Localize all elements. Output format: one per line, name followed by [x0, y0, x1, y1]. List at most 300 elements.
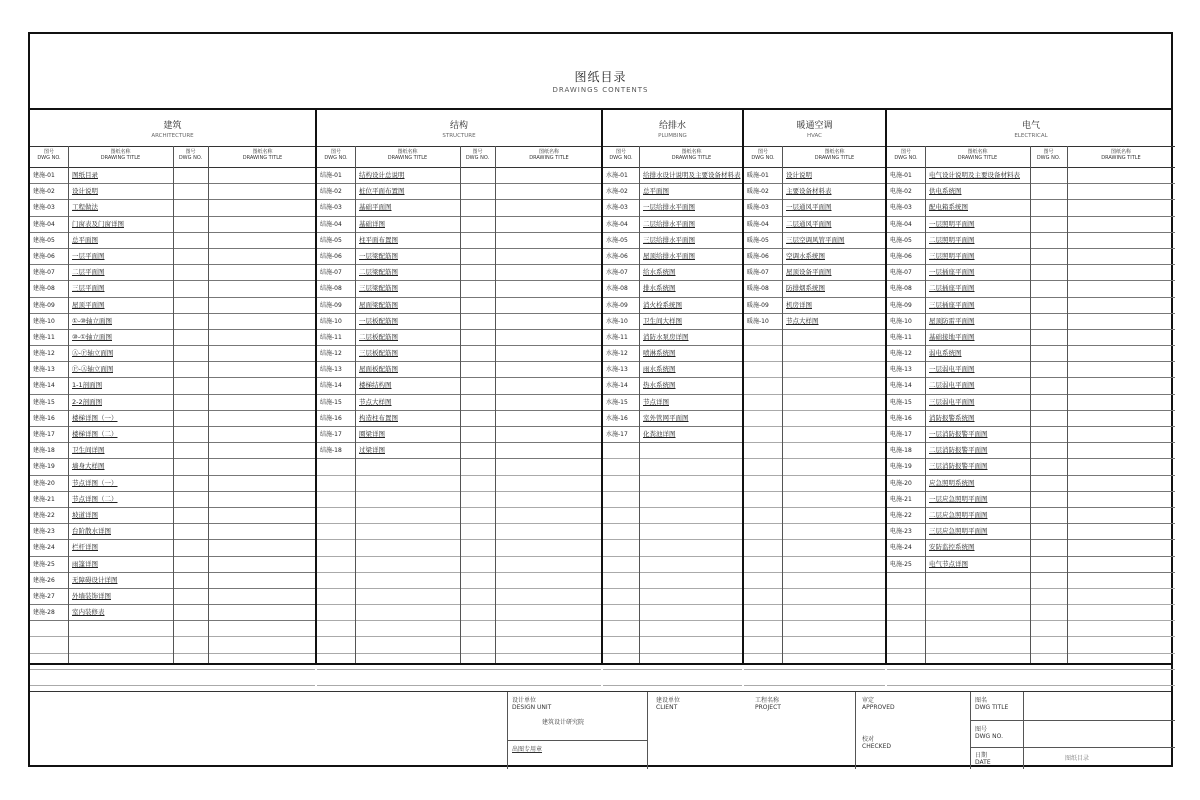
drawing-code: 建施-06	[33, 252, 55, 260]
drawing-title: 过梁详图	[359, 446, 385, 455]
drawing-code: 建施-27	[33, 592, 55, 600]
table-row	[887, 217, 1175, 233]
drawing-title: 三层应急照明平面图	[929, 527, 988, 536]
name-column-header: 图纸名称 DRAWING TITLE	[242, 149, 283, 161]
drawing-title: 一层平面图	[72, 251, 105, 260]
drawing-title: 机房详图	[786, 300, 812, 309]
drawing-code: 结施-07	[320, 269, 342, 277]
section-subtitle: HVAC	[806, 133, 823, 139]
section-title: 给排水	[658, 121, 686, 131]
empty-row	[887, 605, 1175, 621]
drawing-title: 坡道详图	[72, 510, 98, 519]
drawing-code: 建施-14	[33, 382, 55, 390]
drawing-title: 节点大样图	[786, 316, 819, 325]
drawing-title: 室内装修表	[72, 608, 105, 617]
table-header	[887, 147, 1175, 168]
drawing-title: 二层板配筋图	[359, 332, 398, 341]
drawing-title: 给水系统图	[643, 268, 676, 277]
table-row	[603, 217, 742, 233]
column-divider	[208, 146, 209, 663]
table-row	[603, 265, 742, 281]
empty-row	[603, 476, 742, 492]
drawing-title: 喷淋系统图	[643, 349, 676, 358]
drawing-code: 电施-09	[890, 301, 912, 309]
section-subtitle: ARCHITECTURE	[151, 133, 194, 139]
drawing-code: 结施-15	[320, 398, 342, 406]
table-row	[887, 427, 1175, 443]
drawing-title: 二层照明平面图	[929, 235, 975, 244]
column-divider	[1030, 146, 1031, 663]
table-row	[744, 200, 885, 216]
empty-row	[744, 395, 885, 411]
drawing-title: 基础平面图	[359, 203, 392, 212]
drawing-code: 电施-17	[890, 431, 912, 438]
section-column	[603, 110, 744, 663]
drawing-title: 消防水泵房详图	[643, 332, 689, 341]
drawing-title: 热水系统图	[643, 381, 676, 390]
drawing-code: 结施-14	[320, 382, 342, 390]
table-row	[603, 427, 742, 443]
drawing-title: 楼梯结构图	[359, 381, 392, 390]
table-row	[317, 346, 601, 362]
drawing-code: 电施-24	[890, 544, 912, 552]
table-row	[744, 298, 885, 314]
drawing-code: 建施-15	[33, 398, 55, 406]
drawing-title: 台阶散水详图	[72, 527, 111, 536]
drawing-title: 二层通风平面图	[786, 219, 832, 228]
section-header	[744, 110, 885, 147]
empty-row	[744, 476, 885, 492]
table-row	[744, 168, 885, 184]
table-row	[887, 281, 1175, 297]
drawing-title: 屋面板配筋图	[359, 365, 398, 374]
drawing-title: 总平面图	[643, 187, 669, 196]
drawing-code: 结施-11	[320, 333, 342, 341]
empty-row	[744, 605, 885, 621]
table-row	[887, 233, 1175, 249]
drawing-code: 建施-12	[33, 350, 55, 358]
table-row	[317, 395, 601, 411]
table-row	[887, 411, 1175, 427]
table-row	[887, 508, 1175, 524]
code-column-header: 图号 DWG NO.	[1036, 149, 1061, 161]
drawing-code: 电施-04	[890, 220, 912, 228]
drawing-code: 电施-25	[890, 560, 912, 568]
drawing-code: 建施-26	[33, 576, 55, 584]
code-column-header: 图号 DWG NO.	[751, 149, 775, 161]
drawing-code: 建施-23	[33, 528, 55, 536]
column-divider	[173, 146, 174, 663]
empty-row	[744, 540, 885, 556]
drawing-title: 节点大样图	[359, 397, 392, 406]
table-row	[603, 314, 742, 330]
page-subtitle: DRAWINGS CONTENTS	[552, 86, 649, 94]
drawing-title: 构造柱布置图	[359, 413, 398, 422]
drawing-code: 建施-18	[33, 447, 55, 455]
drawing-title: 基础接地平面图	[929, 332, 975, 341]
drawing-title: 三层给排水平面图	[643, 235, 695, 244]
empty-row	[744, 637, 885, 653]
drawing-code: 结施-08	[320, 285, 342, 293]
empty-row	[603, 524, 742, 540]
table-row	[317, 330, 601, 346]
table-row	[317, 184, 601, 200]
drawing-title-label: 图名 DWG TITLE	[975, 697, 1009, 711]
table-row	[603, 233, 742, 249]
table-row	[317, 217, 601, 233]
empty-row	[603, 589, 742, 605]
empty-row	[317, 524, 601, 540]
drawing-title: 二层插座平面图	[929, 284, 975, 293]
table-header	[603, 147, 742, 168]
drawing-title: 节点详图（一）	[72, 478, 118, 487]
drawing-title: 化粪池详图	[643, 430, 676, 438]
drawing-title: 消防报警系统图	[929, 413, 975, 422]
drawing-title: ⑩-①轴立面图	[72, 332, 112, 341]
drawing-title: 供电系统图	[929, 187, 962, 196]
empty-row	[744, 557, 885, 573]
drawing-title: 1-1剖面图	[72, 381, 103, 390]
drawing-title: Ⓕ-Ⓐ轴立面图	[72, 365, 114, 374]
drawing-title: 楼梯详图（二）	[72, 430, 118, 438]
drawing-code: 建施-20	[33, 479, 55, 487]
drawing-code: 结施-10	[320, 317, 342, 325]
table-row	[887, 346, 1175, 362]
table-row	[317, 298, 601, 314]
empty-row	[317, 540, 601, 556]
column-divider	[495, 146, 496, 663]
design-unit-value: 建筑设计研究院	[542, 719, 585, 726]
table-row	[603, 330, 742, 346]
drawing-title: 防排烟系统图	[786, 284, 825, 293]
drawing-code: 建施-03	[33, 204, 55, 212]
drawing-title: 主要设备材料表	[786, 187, 832, 196]
table-row	[887, 200, 1175, 216]
drawing-code: 水施-11	[606, 333, 628, 341]
column-divider	[460, 146, 461, 663]
empty-row	[603, 557, 742, 573]
drawing-title: 消火栓系统图	[643, 300, 682, 309]
table-row	[317, 378, 601, 394]
drawing-code: 结施-03	[320, 204, 342, 212]
empty-row	[317, 508, 601, 524]
drawing-title: 外墙装饰详图	[72, 591, 111, 600]
drawing-code: 建施-04	[33, 220, 55, 228]
drawing-title: 三层照明平面图	[929, 251, 975, 260]
drawing-code: 结施-17	[320, 431, 342, 438]
table-row	[603, 168, 742, 184]
drawing-title: 节点详图（二）	[72, 494, 118, 503]
drawing-title: 二层应急照明平面图	[929, 510, 988, 519]
drawing-code: 电施-01	[890, 172, 912, 179]
drawing-code: 结施-01	[320, 172, 342, 179]
drawing-title: 二层给排水平面图	[643, 219, 695, 228]
table-row	[887, 492, 1175, 508]
table-row	[603, 411, 742, 427]
table-row	[603, 184, 742, 200]
empty-row	[744, 411, 885, 427]
drawing-code: 电施-21	[890, 495, 912, 503]
empty-row	[744, 589, 885, 605]
drawing-title: 无障碍设计详图	[72, 575, 118, 584]
drawing-code: 电施-16	[890, 414, 912, 422]
table-row	[744, 233, 885, 249]
drawing-code: 水施-12	[606, 350, 628, 358]
notes-strip	[30, 663, 1171, 692]
drawing-code: 结施-02	[320, 188, 342, 196]
drawing-code: 电施-10	[890, 317, 912, 325]
drawing-title: 三层梁配筋图	[359, 284, 398, 293]
table-row	[317, 362, 601, 378]
section-header	[317, 110, 601, 147]
drawing-title: 给排水设计说明及主要设备材料表	[643, 171, 741, 179]
table-row	[603, 346, 742, 362]
table-row	[744, 184, 885, 200]
drawing-code: 水施-07	[606, 269, 628, 277]
drawing-title: 三层板配筋图	[359, 349, 398, 358]
section-subtitle: ELECTRICAL	[1014, 133, 1048, 139]
table-row	[887, 314, 1175, 330]
drawing-code: 建施-08	[33, 285, 55, 293]
table-row	[317, 281, 601, 297]
name-column-header: 图纸名称 DRAWING TITLE	[814, 149, 855, 161]
empty-row	[317, 476, 601, 492]
drawing-no-label: 图号 DWG NO.	[975, 726, 1003, 740]
empty-row	[317, 573, 601, 589]
drawing-code: 电施-02	[890, 188, 912, 196]
drawing-code: 电施-15	[890, 398, 912, 406]
table-row	[887, 184, 1175, 200]
drawing-title: Ⓐ-Ⓕ轴立面图	[72, 349, 114, 358]
drawing-sheet	[28, 32, 1173, 767]
drawing-code: 结施-16	[320, 414, 342, 422]
section-header	[30, 110, 315, 147]
code-column-header: 图号 DWG NO.	[894, 149, 918, 161]
table-row	[603, 200, 742, 216]
table-header	[317, 147, 601, 168]
table-header	[744, 147, 885, 168]
drawing-code: 水施-13	[606, 366, 628, 374]
drawing-code: 暖施-07	[747, 269, 769, 277]
drawing-title: 栏杆详图	[72, 543, 98, 552]
drawing-code: 暖施-03	[747, 204, 769, 212]
drawing-code: 建施-10	[33, 317, 55, 325]
drawing-code: 建施-28	[33, 609, 55, 617]
drawing-code: 暖施-09	[747, 301, 769, 309]
drawing-title: ①-⑩轴立面图	[72, 316, 112, 325]
table-row	[317, 314, 601, 330]
drawing-code: 电施-11	[890, 333, 912, 341]
column-divider	[639, 146, 640, 663]
table-row	[887, 524, 1175, 540]
table-row	[887, 540, 1175, 556]
table-row	[887, 476, 1175, 492]
drawing-code: 建施-07	[33, 269, 55, 277]
drawing-title: 2-2剖面图	[72, 397, 103, 406]
drawing-title: 门窗表及门窗详图	[72, 219, 124, 228]
section-subtitle: STRUCTURE	[442, 133, 476, 139]
table-row	[744, 314, 885, 330]
drawing-title: 卫生间大样图	[643, 316, 682, 325]
empty-row	[317, 557, 601, 573]
code-column-header: 图号 DWG NO.	[465, 149, 490, 161]
drawing-code: 水施-05	[606, 236, 628, 244]
drawing-title: 电气设计说明及主要设备材料表	[929, 171, 1020, 179]
contents-columns	[30, 110, 1171, 663]
table-row	[317, 411, 601, 427]
drawing-title: 墙身大样图	[72, 462, 105, 471]
drawing-title: 三层空调风管平面图	[786, 235, 845, 244]
drawing-title: 安防监控系统图	[929, 543, 975, 552]
drawing-code: 暖施-01	[747, 172, 769, 179]
drawing-title: 三层平面图	[72, 284, 105, 293]
drawing-title: 基础详图	[359, 219, 385, 228]
drawing-title: 节点详图	[643, 397, 669, 406]
drawing-code: 建施-13	[33, 366, 55, 374]
drawing-code: 水施-15	[606, 398, 628, 406]
table-row	[603, 395, 742, 411]
drawing-title: 弱电系统图	[929, 349, 962, 358]
drawing-code: 结施-06	[320, 252, 342, 260]
drawing-code: 电施-19	[890, 463, 912, 471]
empty-row	[887, 573, 1175, 589]
empty-row	[744, 362, 885, 378]
drawing-code: 水施-06	[606, 252, 628, 260]
section-header	[603, 110, 742, 147]
empty-row	[744, 508, 885, 524]
empty-row	[317, 589, 601, 605]
drawing-title: 三层消防报警平面图	[929, 462, 988, 471]
column-divider	[782, 146, 783, 663]
table-row	[744, 281, 885, 297]
empty-row	[887, 621, 1175, 637]
table-row	[603, 362, 742, 378]
drawing-title: 屋顶设备平面图	[786, 268, 832, 277]
empty-row	[744, 524, 885, 540]
name-column-header: 图纸名称 DRAWING TITLE	[957, 149, 998, 161]
section-title: 暖通空调	[796, 121, 833, 131]
empty-row	[603, 443, 742, 459]
section-title: 电气	[1021, 121, 1040, 131]
drawing-title: 圈梁详图	[359, 430, 385, 438]
approved-label: 审定 APPROVED	[862, 697, 895, 711]
code-column-header: 图号 DWG NO.	[609, 149, 633, 161]
title-block-footer	[30, 692, 1171, 769]
name-column-header: 图纸名称 DRAWING TITLE	[1101, 149, 1141, 161]
table-row	[317, 233, 601, 249]
table-row	[887, 298, 1175, 314]
title-block-header	[30, 34, 1171, 110]
empty-row	[744, 573, 885, 589]
drawing-title: 工程做法	[72, 203, 98, 212]
empty-row	[744, 330, 885, 346]
drawing-code: 水施-16	[606, 414, 628, 422]
table-row	[317, 443, 601, 459]
drawing-code: 水施-02	[606, 188, 628, 196]
drawing-title: 一层应急照明平面图	[929, 494, 988, 503]
drawing-title: 楼梯详图（一）	[72, 413, 118, 422]
empty-row	[603, 540, 742, 556]
drawing-code: 建施-22	[33, 511, 55, 519]
drawing-code: 建施-19	[33, 463, 55, 471]
empty-row	[317, 637, 601, 653]
drawing-code: 水施-14	[606, 382, 628, 390]
empty-row	[744, 443, 885, 459]
column-divider	[925, 146, 926, 663]
section-column	[887, 110, 1175, 663]
drawing-title: 一层梁配筋图	[359, 251, 398, 260]
drawing-code: 暖施-08	[747, 285, 769, 293]
code-column-header: 图号 DWG NO.	[178, 149, 203, 161]
table-row	[603, 378, 742, 394]
drawing-code: 结施-04	[320, 220, 342, 228]
drawing-code: 电施-13	[890, 366, 912, 374]
checked-label: 校对 CHECKED	[862, 736, 892, 750]
table-row	[887, 443, 1175, 459]
drawing-title: 桩位平面布置图	[359, 187, 405, 196]
drawing-code: 电施-08	[890, 285, 912, 293]
drawing-title: 空调水系统图	[786, 251, 825, 260]
empty-row	[887, 589, 1175, 605]
table-row	[887, 557, 1175, 573]
drawing-code: 结施-12	[320, 350, 342, 358]
drawing-title: 屋顶平面图	[72, 300, 105, 309]
drawing-code: 暖施-06	[747, 252, 769, 260]
drawing-title: 三层弱电平面图	[929, 397, 975, 406]
drawing-title: 一层通风平面图	[786, 203, 832, 212]
section-title: 结构	[449, 121, 468, 131]
column-divider	[355, 146, 356, 663]
drawing-title: 二层弱电平面图	[929, 381, 975, 390]
drawing-title: 设计说明	[786, 171, 812, 179]
drawing-code: 建施-17	[33, 431, 55, 438]
section-column	[744, 110, 887, 663]
drawing-code: 建施-11	[33, 333, 55, 341]
drawing-code: 暖施-05	[747, 236, 769, 244]
drawing-title: 设计说明	[72, 187, 98, 196]
drawing-code: 水施-10	[606, 317, 628, 325]
table-row	[887, 459, 1175, 475]
drawing-code: 暖施-02	[747, 188, 769, 196]
column-divider	[1067, 146, 1068, 663]
name-column-header: 图纸名称 DRAWING TITLE	[671, 149, 712, 161]
drawing-code: 电施-12	[890, 350, 912, 358]
drawing-title: 屋顶给排水平面图	[643, 251, 695, 260]
drawing-title: 图纸目录	[72, 171, 98, 179]
drawing-code: 电施-18	[890, 447, 912, 455]
empty-row	[744, 459, 885, 475]
empty-row	[744, 427, 885, 443]
drawing-title: 一层插座平面图	[929, 268, 975, 277]
drawing-code: 水施-09	[606, 301, 628, 309]
page-title: 图纸目录	[574, 70, 627, 84]
drawing-title: 二层梁配筋图	[359, 268, 398, 277]
drawing-code: 水施-08	[606, 285, 628, 293]
seal-label: 出图专用章	[512, 746, 543, 753]
column-divider	[68, 146, 69, 663]
table-row	[317, 265, 601, 281]
table-row	[317, 427, 601, 443]
drawing-code: 水施-01	[606, 172, 628, 179]
table-row	[744, 217, 885, 233]
drawing-code: 水施-17	[606, 431, 628, 438]
drawing-title: 一层照明平面图	[929, 219, 975, 228]
empty-row	[744, 346, 885, 362]
empty-row	[603, 637, 742, 653]
design-unit-label: 设计单位 DESIGN UNIT	[512, 697, 552, 711]
drawing-title: 雨篷详图	[72, 559, 98, 568]
drawing-title: 雨水系统图	[643, 365, 676, 374]
